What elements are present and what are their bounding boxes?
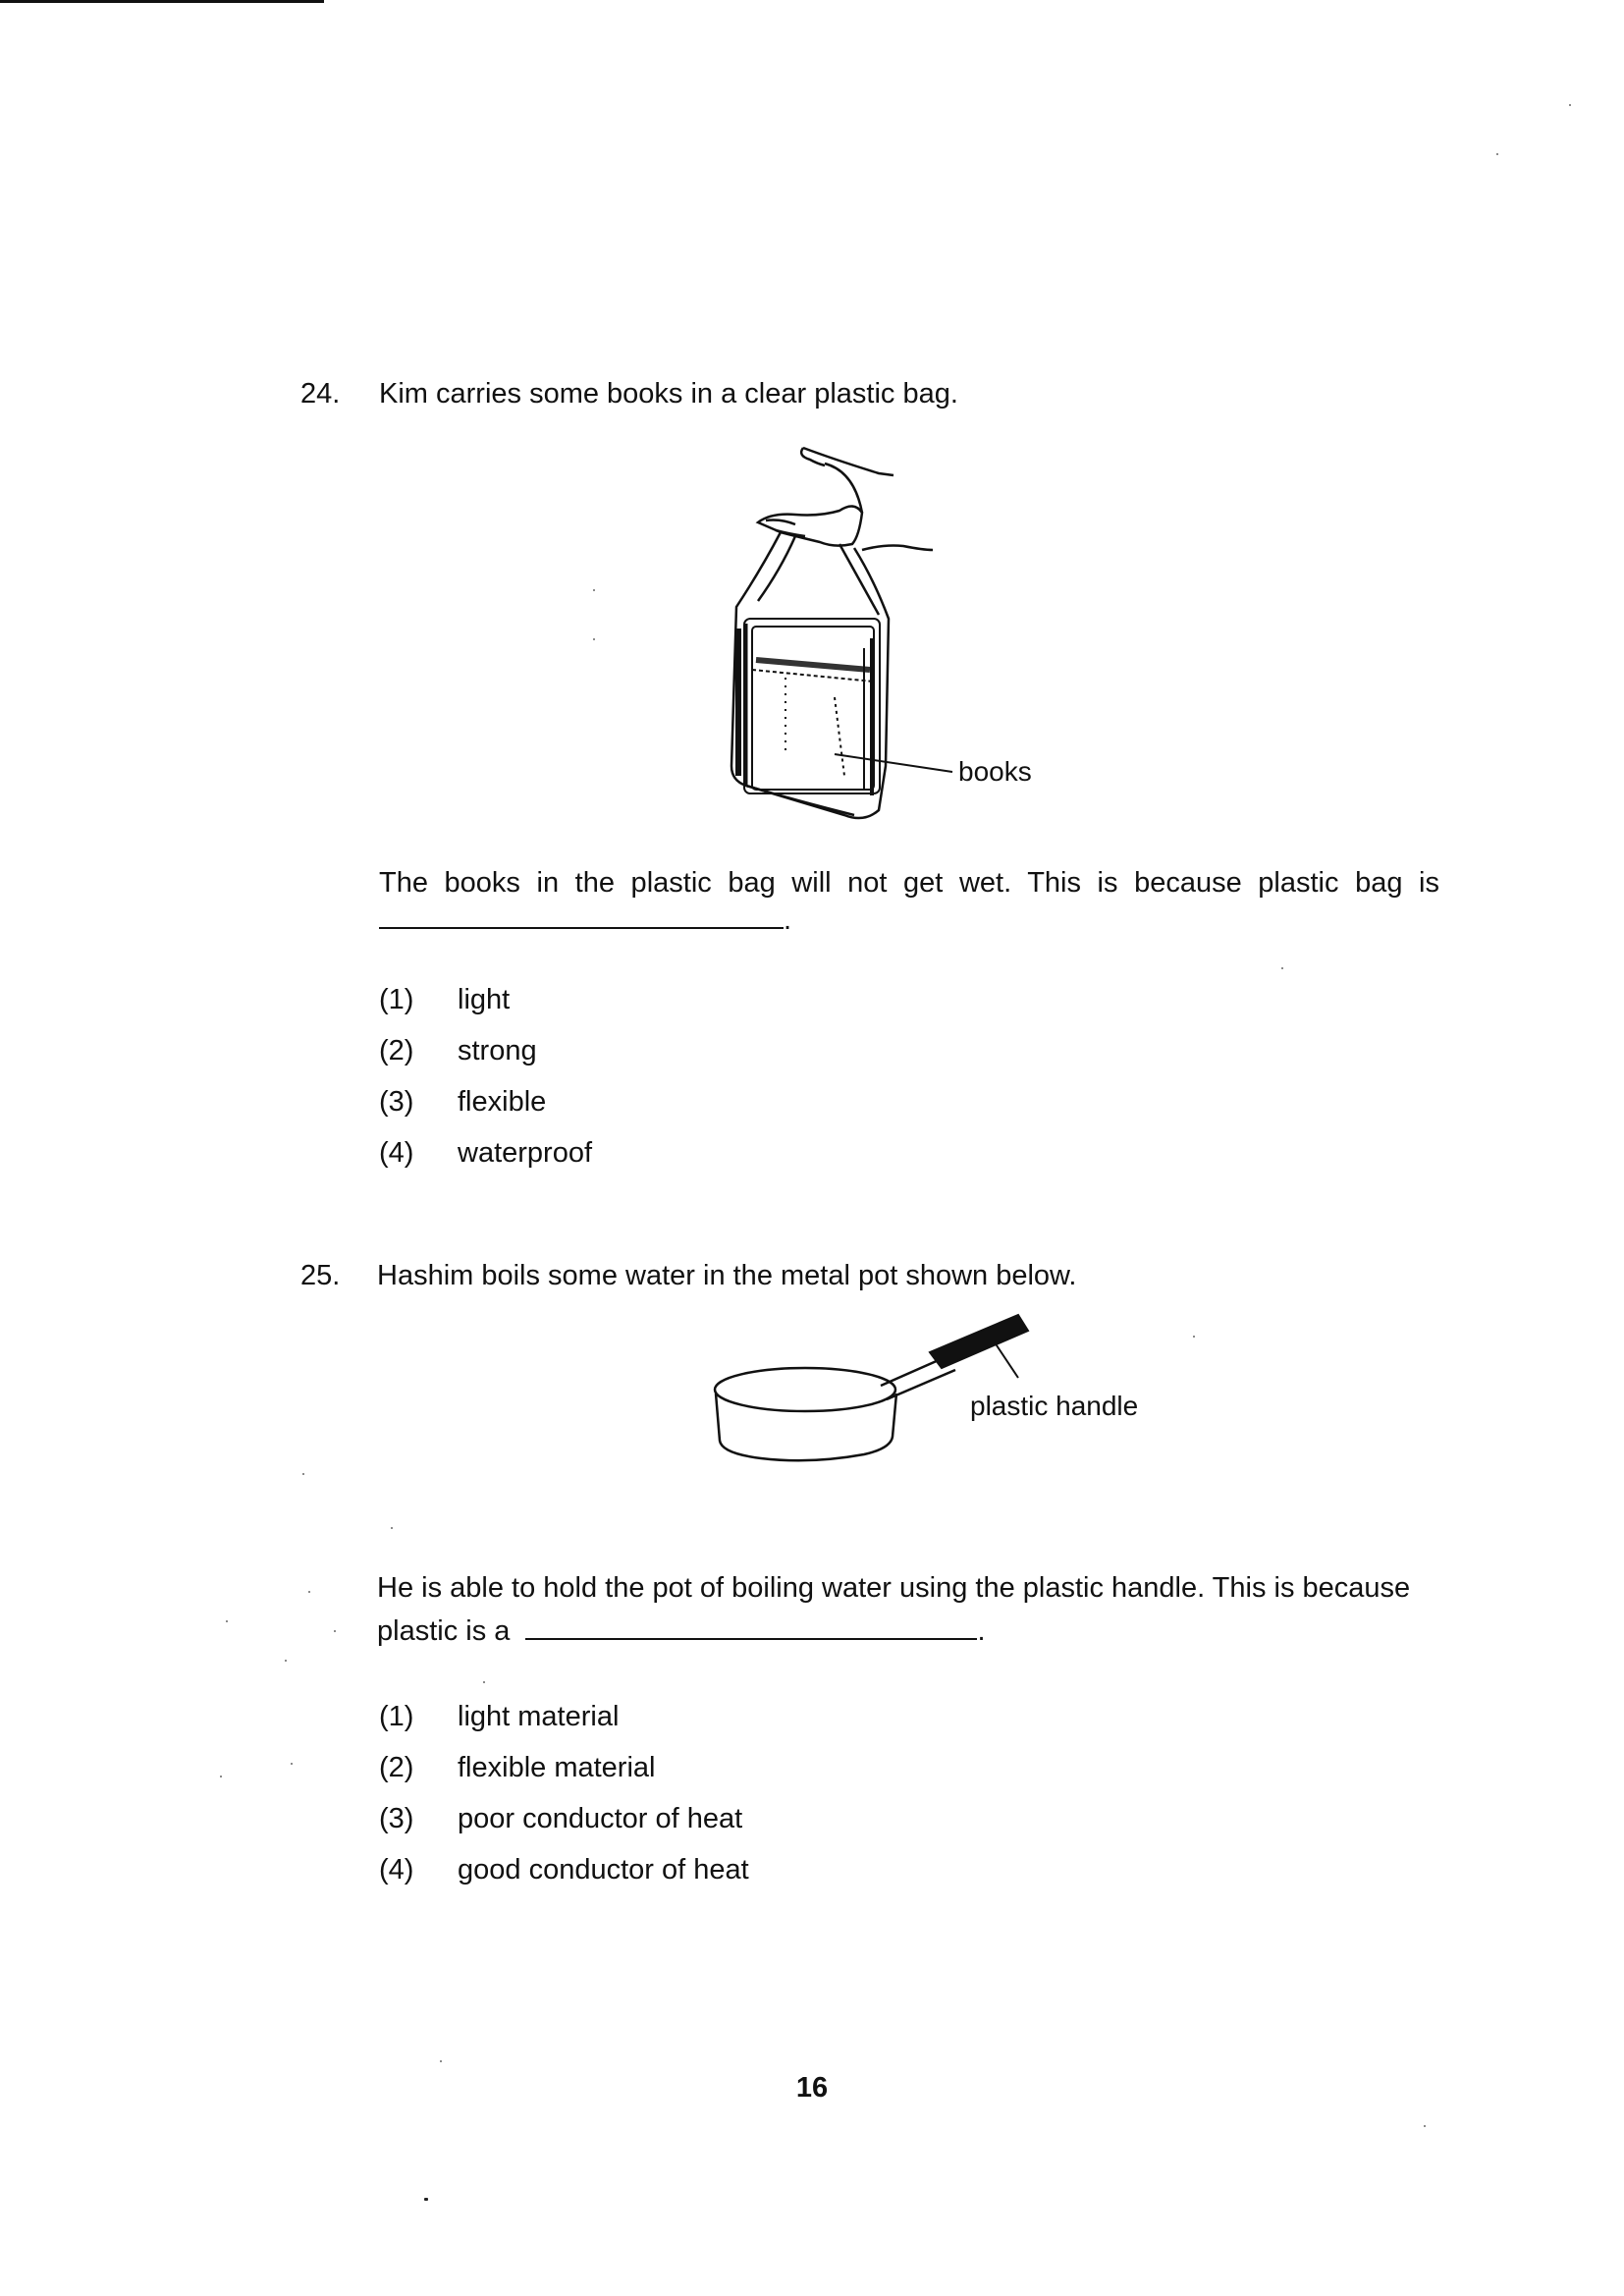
option-number: (3) <box>379 1085 414 1118</box>
question-stem-line-2: plastic is a . <box>377 1615 986 1647</box>
scan-speck <box>424 2198 428 2201</box>
option-text: flexible <box>458 1085 547 1118</box>
scan-speck <box>440 2060 442 2062</box>
option-text: strong <box>458 1034 537 1066</box>
top-rule <box>0 0 324 3</box>
page-number: 16 <box>795 2072 829 2104</box>
answer-blank-line: . <box>379 902 791 939</box>
scan-speck <box>1424 2125 1426 2127</box>
scan-speck <box>593 589 595 591</box>
option[interactable] <box>379 1691 749 1742</box>
option[interactable] <box>379 1844 749 1895</box>
scan-speck <box>226 1620 228 1622</box>
plastic-handle-drawing <box>930 1315 1028 1368</box>
scan-speck <box>291 1763 293 1765</box>
stem-text: plastic is a <box>377 1615 511 1647</box>
scan-speck <box>593 638 595 640</box>
scan-speck <box>334 1630 336 1632</box>
scan-speck <box>391 1527 393 1529</box>
question-stem: The books in the plastic bag will not get wet. This is because plastic bag is <box>379 867 1439 899</box>
option-number: (4) <box>379 1853 414 1886</box>
option-number: (2) <box>379 1034 414 1066</box>
option-number: (1) <box>379 983 414 1015</box>
option-text: good conductor of heat <box>458 1853 749 1886</box>
scan-speck <box>483 1681 485 1683</box>
scan-speck <box>285 1660 287 1662</box>
options-list <box>379 974 592 1178</box>
hand-drawing <box>758 448 933 550</box>
scan-speck <box>302 1473 304 1475</box>
option-number: (1) <box>379 1700 414 1732</box>
plastic-bag-figure <box>687 442 1100 845</box>
scan-speck <box>1193 1336 1195 1338</box>
scan-speck <box>1281 967 1283 969</box>
option[interactable] <box>379 1742 749 1793</box>
option[interactable] <box>379 1793 749 1844</box>
plastic-handle-label: plastic handle <box>970 1391 1139 1421</box>
pot-drawing <box>715 1356 955 1460</box>
question-text: Hashim boils some water in the metal pot shown below. <box>377 1260 1077 1291</box>
question-number: 24. <box>300 378 341 410</box>
books-drawing <box>738 619 880 795</box>
option-text: poor conductor of heat <box>458 1802 743 1834</box>
option[interactable] <box>379 1076 592 1127</box>
option-number: (3) <box>379 1802 414 1834</box>
option-text: light <box>458 983 511 1015</box>
scan-speck <box>308 1591 310 1593</box>
option-number: (2) <box>379 1751 414 1783</box>
question-number: 25. <box>300 1260 341 1291</box>
option[interactable] <box>379 1025 592 1076</box>
option-number: (4) <box>379 1136 414 1169</box>
question-text: Kim carries some books in a clear plastic bag. <box>379 378 958 410</box>
option-text: flexible material <box>458 1751 656 1783</box>
scan-speck <box>220 1776 222 1777</box>
books-label: books <box>958 756 1032 787</box>
option[interactable] <box>379 974 592 1025</box>
option-text: light material <box>458 1700 620 1732</box>
option-text: waterproof <box>458 1136 593 1169</box>
answer-blank <box>525 1614 977 1640</box>
option[interactable] <box>379 1127 592 1178</box>
options-list <box>379 1691 749 1895</box>
question-stem-line-1: He is able to hold the pot of boiling water using the plastic handle. This is because <box>377 1572 1411 1604</box>
books-leader-line <box>835 754 952 772</box>
scan-speck <box>1569 104 1571 106</box>
scan-speck <box>1496 153 1498 155</box>
handle-leader-line <box>995 1342 1018 1378</box>
